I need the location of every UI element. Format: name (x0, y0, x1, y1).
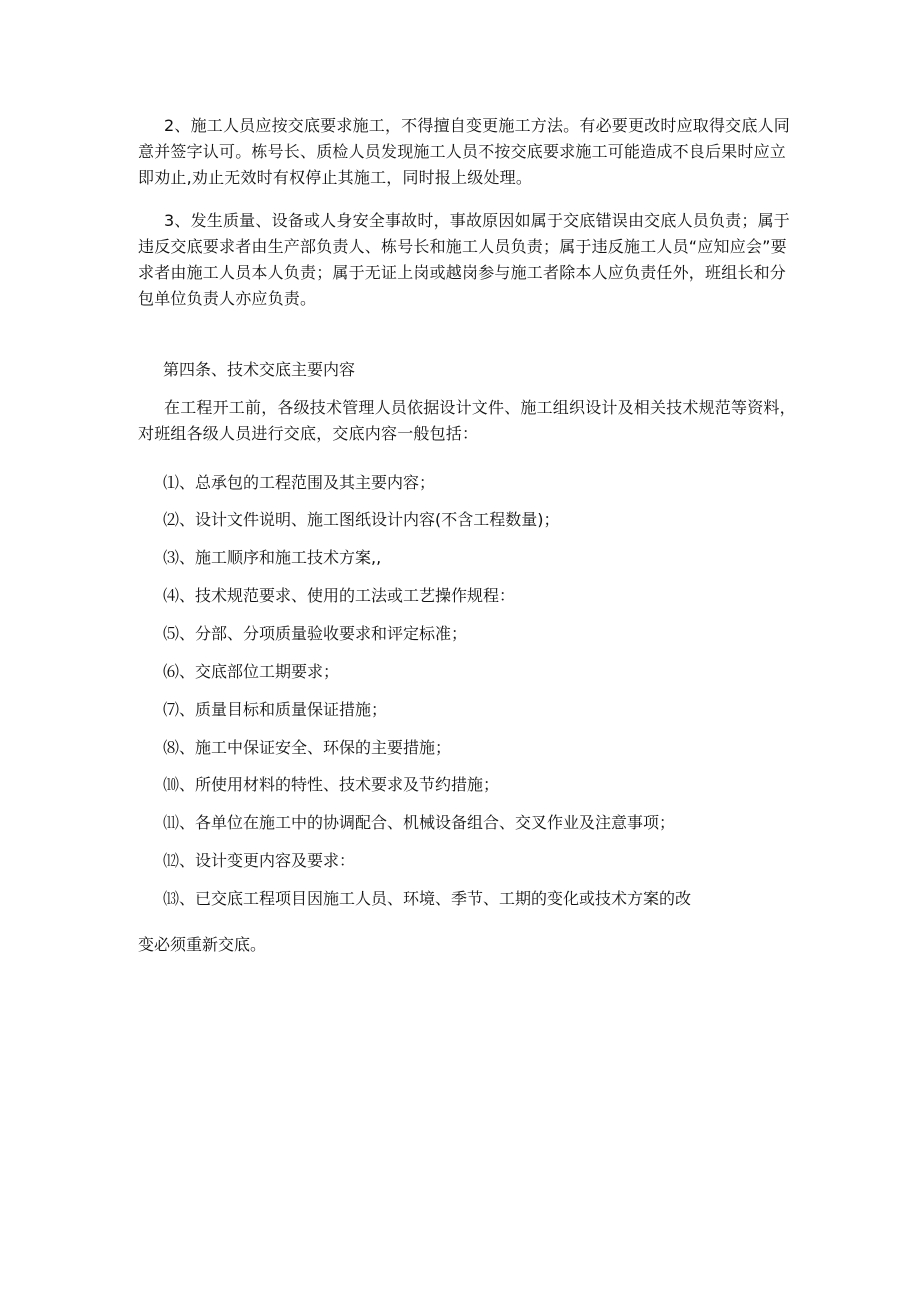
list-item: ⑺、质量目标和质量保证措施； (163, 700, 388, 719)
list-item: ⑸、分部、分项质量验收要求和评定标准； (163, 624, 468, 643)
list-item: ⑷、技术规范要求、使用的工法或工艺操作规程： (163, 586, 516, 605)
intro-paragraph: 在工程开工前，各级技术管理人员依据设计文件、施工组织设计及相关技术规范等资料，对班组各级人员进行交底，交底内容一般包括： (138, 398, 796, 443)
list-item: ⑿、设计变更内容及要求： (163, 851, 356, 870)
list-item: ⒀、已交底工程项目因施工人员、环境、季节、工期的变化或技术方案的改 (163, 889, 692, 908)
list-item: ⑵、设计文件说明、施工图纸设计内容(不含工程数量)； (163, 510, 560, 529)
list-item-continuation: 变必须重新交底。 (138, 935, 267, 954)
list-item: ⑴、总承包的工程范围及其主要内容； (163, 473, 436, 492)
paragraph-item-3: 3、发生质量、设备或人身安全事故时，事故原因如属于交底错误由交底人员负责；属于违反交底要求者由生产部负责人、栋号长和施工人员负责；属于违反施工人员“应知应会”要求者由施工人员本人负责；属于无证上岗或越岗参与施工者除本人应负责任外，班组长和分包单位负责人亦应负责。 (138, 211, 790, 308)
list-item: ⑹、交底部位工期要求； (163, 662, 340, 681)
list-item: ⑾、各单位在施工中的协调配合、机械设备组合、交叉作业及注意事项； (163, 813, 676, 832)
list-item: ⑻、施工中保证安全、环保的主要措施； (163, 738, 452, 757)
paragraph-item-2: 2、施工人员应按交底要求施工，不得擅自变更施工方法。有必要更改时应取得交底人同意并签字认可。栋号长、质检人员发现施工人员不按交底要求施工可能造成不良后果时应立即劝止,劝止无效时有权停止其施工，同时报上级处理。 (138, 116, 790, 187)
section-heading-4: 第四条、技术交底主要内容 (163, 360, 356, 379)
list-item: ⑽、所使用材料的特性、技术要求及节约措施； (163, 775, 500, 794)
list-item: ⑶、施工顺序和施工技术方案,, (163, 548, 382, 567)
